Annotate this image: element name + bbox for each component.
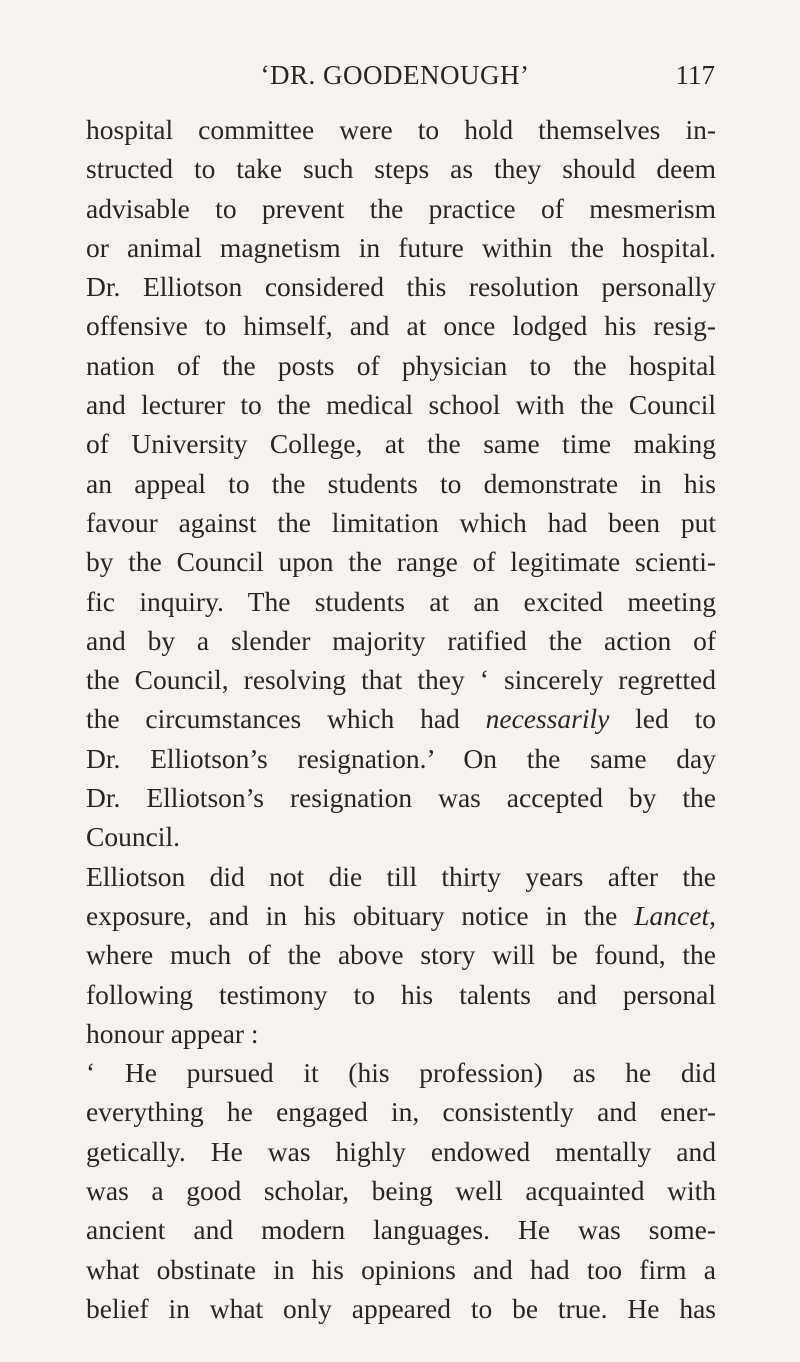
text-segment: Elliotson did not die till thirty years after the <box>86 860 716 892</box>
text-line <box>86 582 716 621</box>
text-line <box>86 464 716 503</box>
text-segment: the circumstances which had <box>86 703 486 735</box>
text-line <box>86 857 716 896</box>
text-segment: honour appear : <box>86 1017 259 1049</box>
text-line <box>86 228 716 267</box>
text-segment: of University College, at the same time making <box>86 428 716 460</box>
italic-text: necessarily <box>485 703 610 735</box>
text-segment: favour against the limitation which had been put <box>86 506 716 538</box>
text-line <box>86 739 716 778</box>
italic-text: Lancet, <box>634 899 716 931</box>
text-line <box>86 621 716 660</box>
text-segment: ‘ He pursued it (his profession) as he did <box>86 1057 716 1089</box>
text-segment: where much of the above story will be found, the <box>86 939 716 971</box>
text-segment: fic inquiry. The students at an excited meeting <box>86 585 716 617</box>
text-line <box>86 1053 716 1092</box>
text-line <box>86 975 716 1014</box>
text-segment: offensive to himself, and at once lodged his resig- <box>86 310 716 342</box>
text-segment: hospital committee were to hold themselves in- <box>86 114 716 145</box>
text-segment: exposure, and in his obituary notice in the <box>86 899 635 931</box>
running-head: ‘DR. GOODENOUGH’ <box>260 60 530 90</box>
text-line <box>86 1289 716 1328</box>
text-line <box>86 149 716 188</box>
text-segment: by the Council upon the range of legitimate scienti- <box>86 546 716 578</box>
text-line <box>86 935 716 974</box>
text-line <box>86 1250 716 1289</box>
text-segment: ancient and modern languages. He was some- <box>86 1214 716 1246</box>
text-line <box>86 1210 716 1249</box>
text-line <box>86 385 716 424</box>
page-number: 117 <box>675 60 715 90</box>
text-line <box>86 896 716 935</box>
text-line <box>86 778 716 817</box>
text-segment: an appeal to the students to demonstrate in his <box>86 467 716 499</box>
text-segment: Dr. Elliotson considered this resolution personally <box>86 271 716 303</box>
text-segment: or animal magnetism in future within the hospital. <box>86 231 716 263</box>
text-line <box>86 306 716 345</box>
text-segment: the Council, resolving that they ‘ sincerely regretted <box>86 664 716 696</box>
text-line <box>86 503 716 542</box>
text-segment: was a good scholar, being well acquainted with <box>86 1175 716 1207</box>
text-line <box>86 660 716 699</box>
text-line <box>86 267 716 306</box>
text-line <box>86 110 716 149</box>
text-segment: and lecturer to the medical school with the Council <box>86 389 716 421</box>
text-line <box>86 1092 716 1131</box>
text-segment: following testimony to his talents and personal <box>86 978 716 1010</box>
text-segment: belief in what only appeared to be true. He has <box>86 1292 716 1324</box>
text-segment: nation of the posts of physician to the hospital <box>86 349 716 381</box>
text-line <box>86 1132 716 1171</box>
text-segment: advisable to prevent the practice of mesmerism <box>86 192 716 224</box>
text-line <box>86 189 716 228</box>
text-segment: Council. <box>86 821 180 853</box>
text-line <box>86 1171 716 1210</box>
text-line <box>86 424 716 463</box>
text-segment: Dr. Elliotson’s resignation was accepted by the <box>86 782 716 814</box>
text-line <box>86 699 716 738</box>
text-segment: structed to take such steps as they should deem <box>86 153 716 185</box>
text-segment: what obstinate in his opinions and had too firm a <box>86 1253 716 1285</box>
body-text <box>86 110 716 1328</box>
text-segment: led to <box>609 703 716 735</box>
text-segment: and by a slender majority ratified the action of <box>86 624 716 656</box>
text-line <box>86 542 716 581</box>
text-line <box>86 817 716 856</box>
text-line <box>86 1014 716 1053</box>
text-segment: everything he engaged in, consistently and ener- <box>86 1096 716 1128</box>
text-segment: Dr. Elliotson’s resignation.’ On the same day <box>86 742 716 774</box>
text-segment: getically. He was highly endowed mentally and <box>86 1135 716 1167</box>
text-line <box>86 346 716 385</box>
